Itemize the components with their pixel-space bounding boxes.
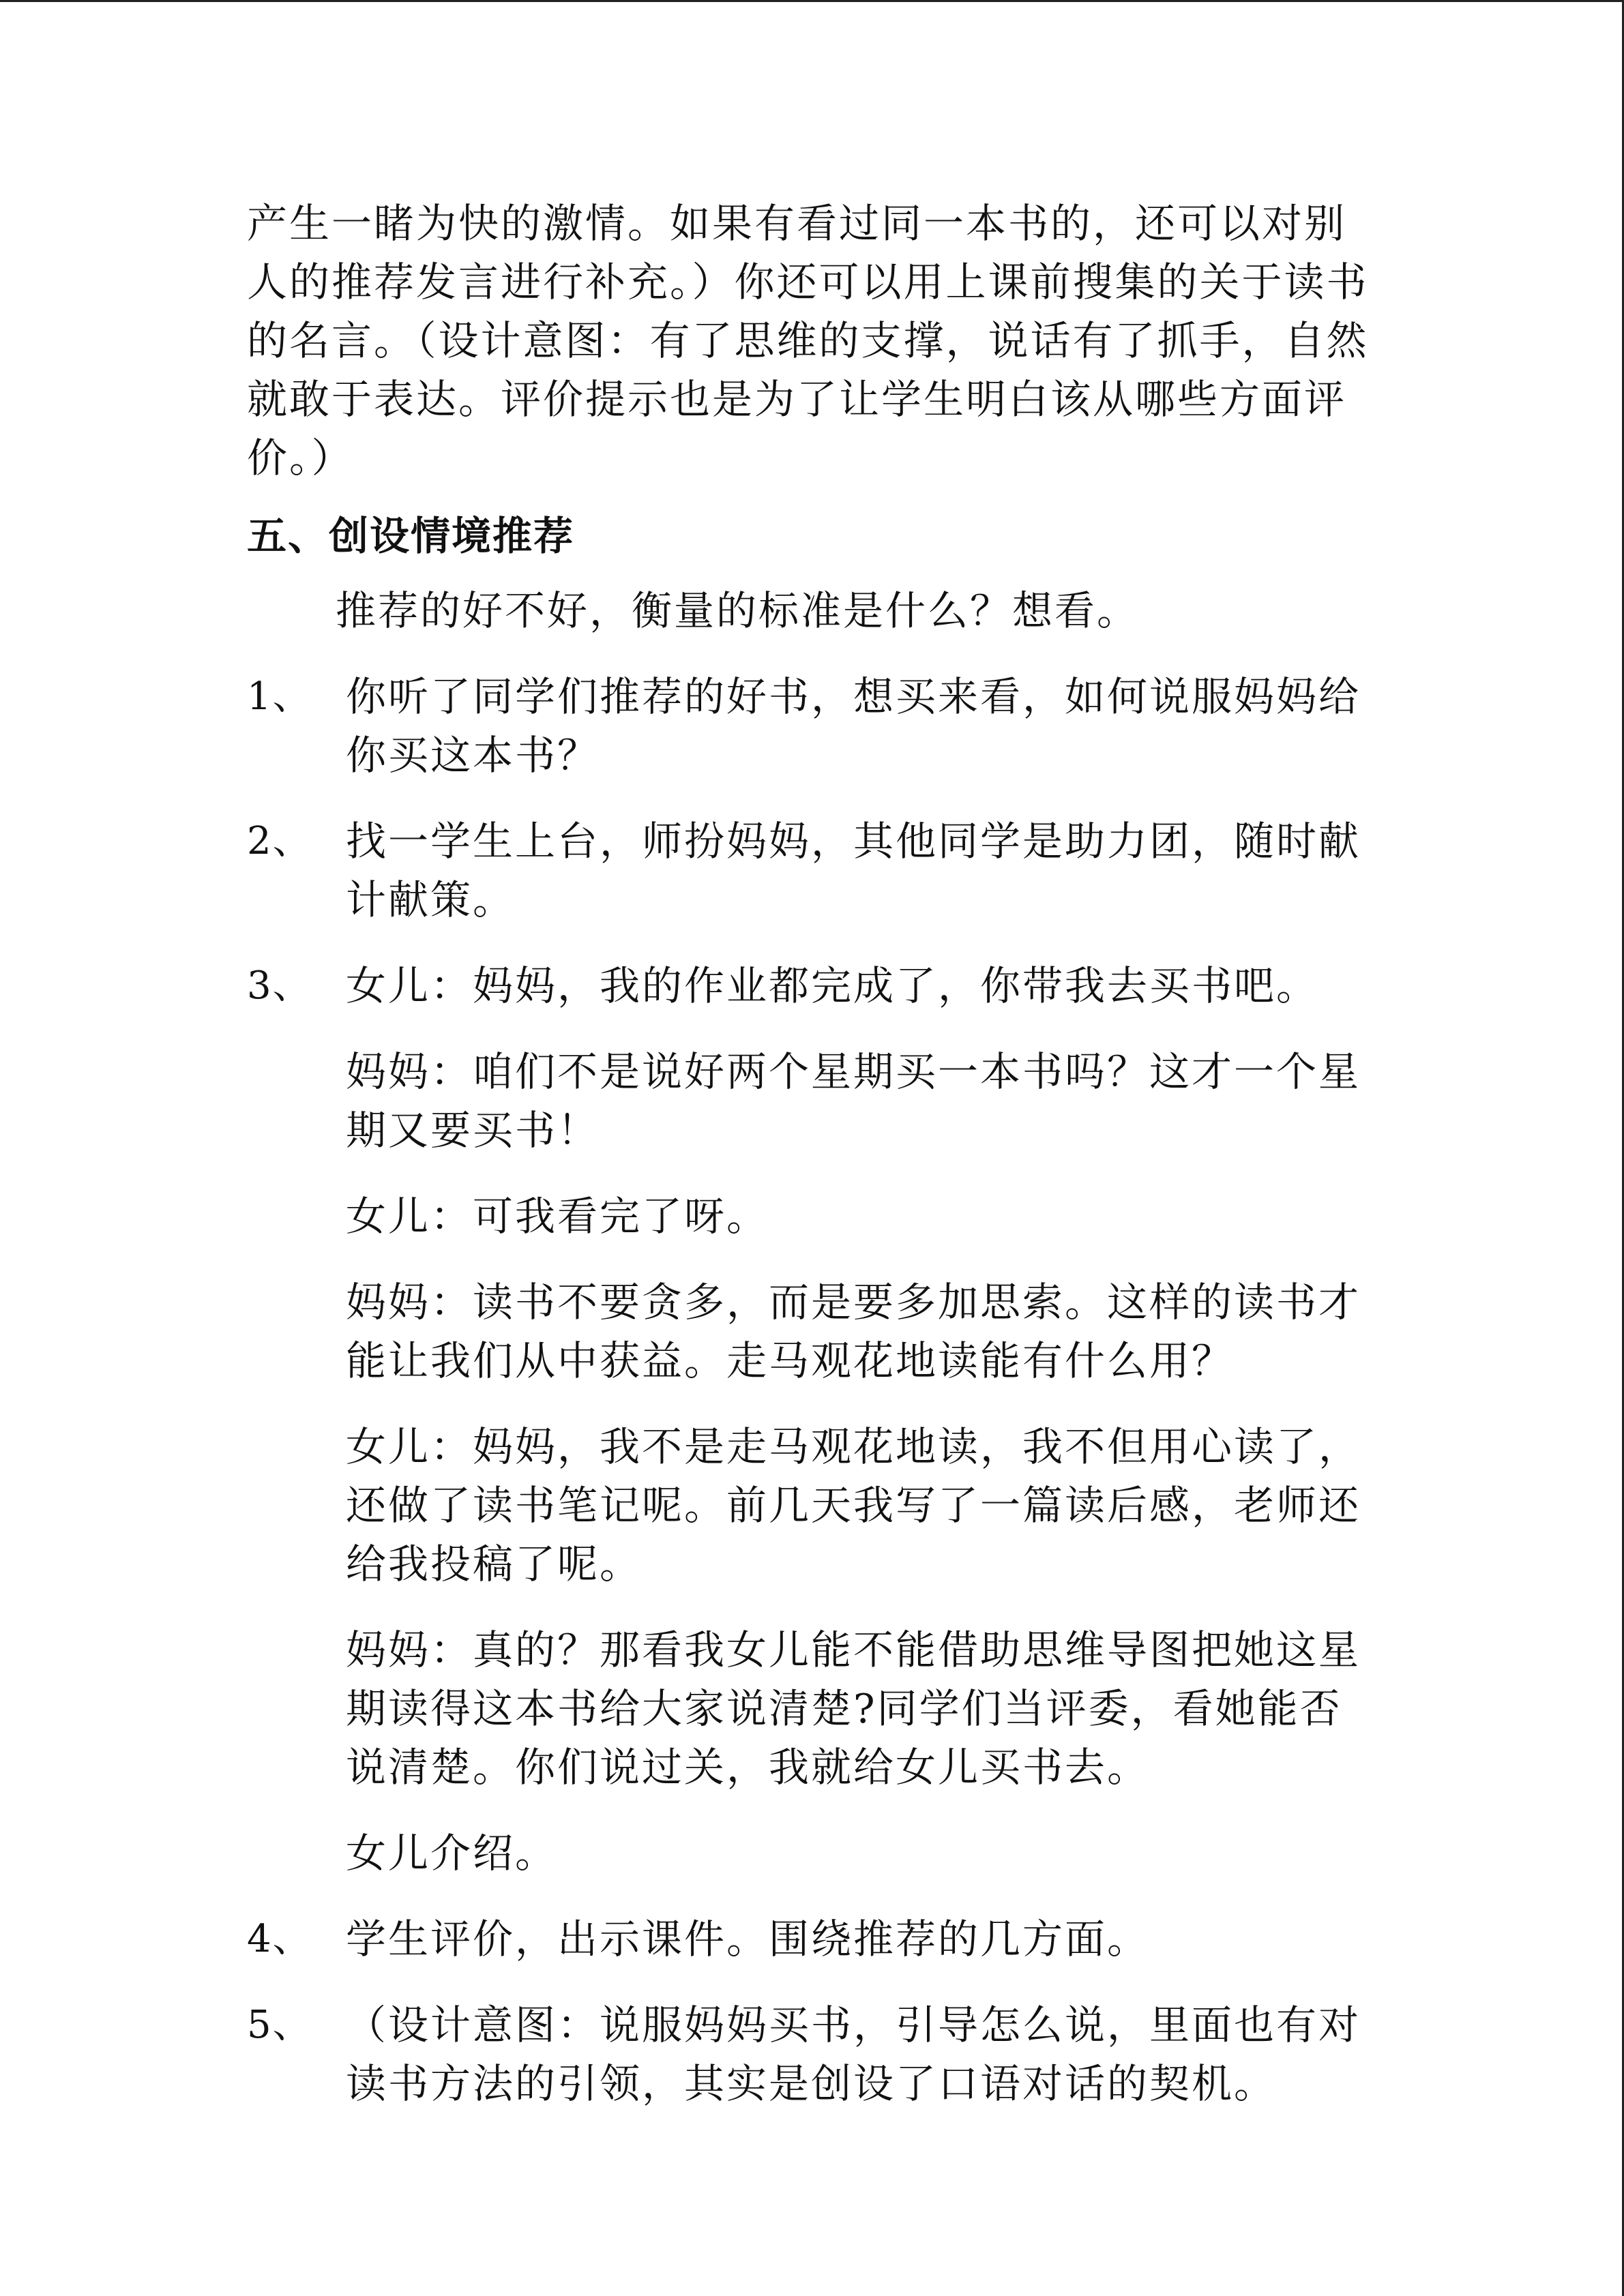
dialog-line: 妈妈：读书不要贪多，而是要多加思索。这样的读书才能让我们从中获益。走马观花地读能有什么用？ xyxy=(346,1279,1361,1384)
list-number: 4、 xyxy=(247,1917,312,1961)
dialog-line: 女儿介绍。 xyxy=(346,1830,558,1877)
section-heading: 五、创设情境推荐 xyxy=(247,513,575,559)
section-lead: 推荐的好不好，衡量的标准是什么？想看。 xyxy=(336,587,1140,634)
dialog-line: 女儿：妈妈，我不是走马观花地读，我不但用心读了，还做了读书笔记呢。前几天我写了一篇读后感，老师还给我投稿了呢。 xyxy=(346,1423,1361,1587)
list-text: 找一学生上台，师扮妈妈，其他同学是助力团，随时献计献策。 xyxy=(346,818,1361,923)
dialog-line: 女儿：可我看完了呀。 xyxy=(346,1193,769,1240)
list-item-1 xyxy=(247,668,1372,785)
list-item-3 xyxy=(247,957,1372,1015)
list-item-5 xyxy=(247,1996,1372,2113)
list-number: 2、 xyxy=(247,819,312,863)
list-text: 学生评价，出示课件。围绕推荐的几方面。 xyxy=(346,1915,1150,1963)
list-text: （设计意图：说服妈妈买书，引导怎么说，里面也有对读书方法的引领，其实是创设了口语对话的契机。 xyxy=(346,2001,1361,2107)
dialog-line: 妈妈：真的？那看我女儿能不能借助思维导图把她这星期读得这本书给大家说清楚?同学们当评委，看她能否说清楚。你们说过关，我就给女儿买书去。 xyxy=(346,1626,1361,1791)
document-body xyxy=(247,194,1372,2113)
intro-paragraph: 产生一睹为快的激情。如果有看过同一本书的，还可以对别人的推荐发言进行补充。）你还可以用上课前搜集的关于读书的名言。（设计意图：有了思维的支撑，说话有了抓手，自然就敢于表达。评价提示也是为了让学生明白该从哪些方面评价。） xyxy=(247,200,1369,481)
page-top-border xyxy=(0,0,1624,2)
list-item-2 xyxy=(247,812,1372,929)
dialog-line: 妈妈：咱们不是说好两个星期买一本书吗？这才一个星期又要买书！ xyxy=(346,1048,1361,1154)
list-number: 3、 xyxy=(247,964,312,1008)
list-number: 1、 xyxy=(247,674,312,719)
list-text: 你听了同学们推荐的好书，想买来看，如何说服妈妈给你买这本书？ xyxy=(346,673,1361,779)
list-number: 5、 xyxy=(247,2003,312,2047)
list-item-4 xyxy=(247,1910,1372,1969)
list-text: 女儿：妈妈，我的作业都完成了，你带我去买书吧。 xyxy=(346,962,1319,1009)
